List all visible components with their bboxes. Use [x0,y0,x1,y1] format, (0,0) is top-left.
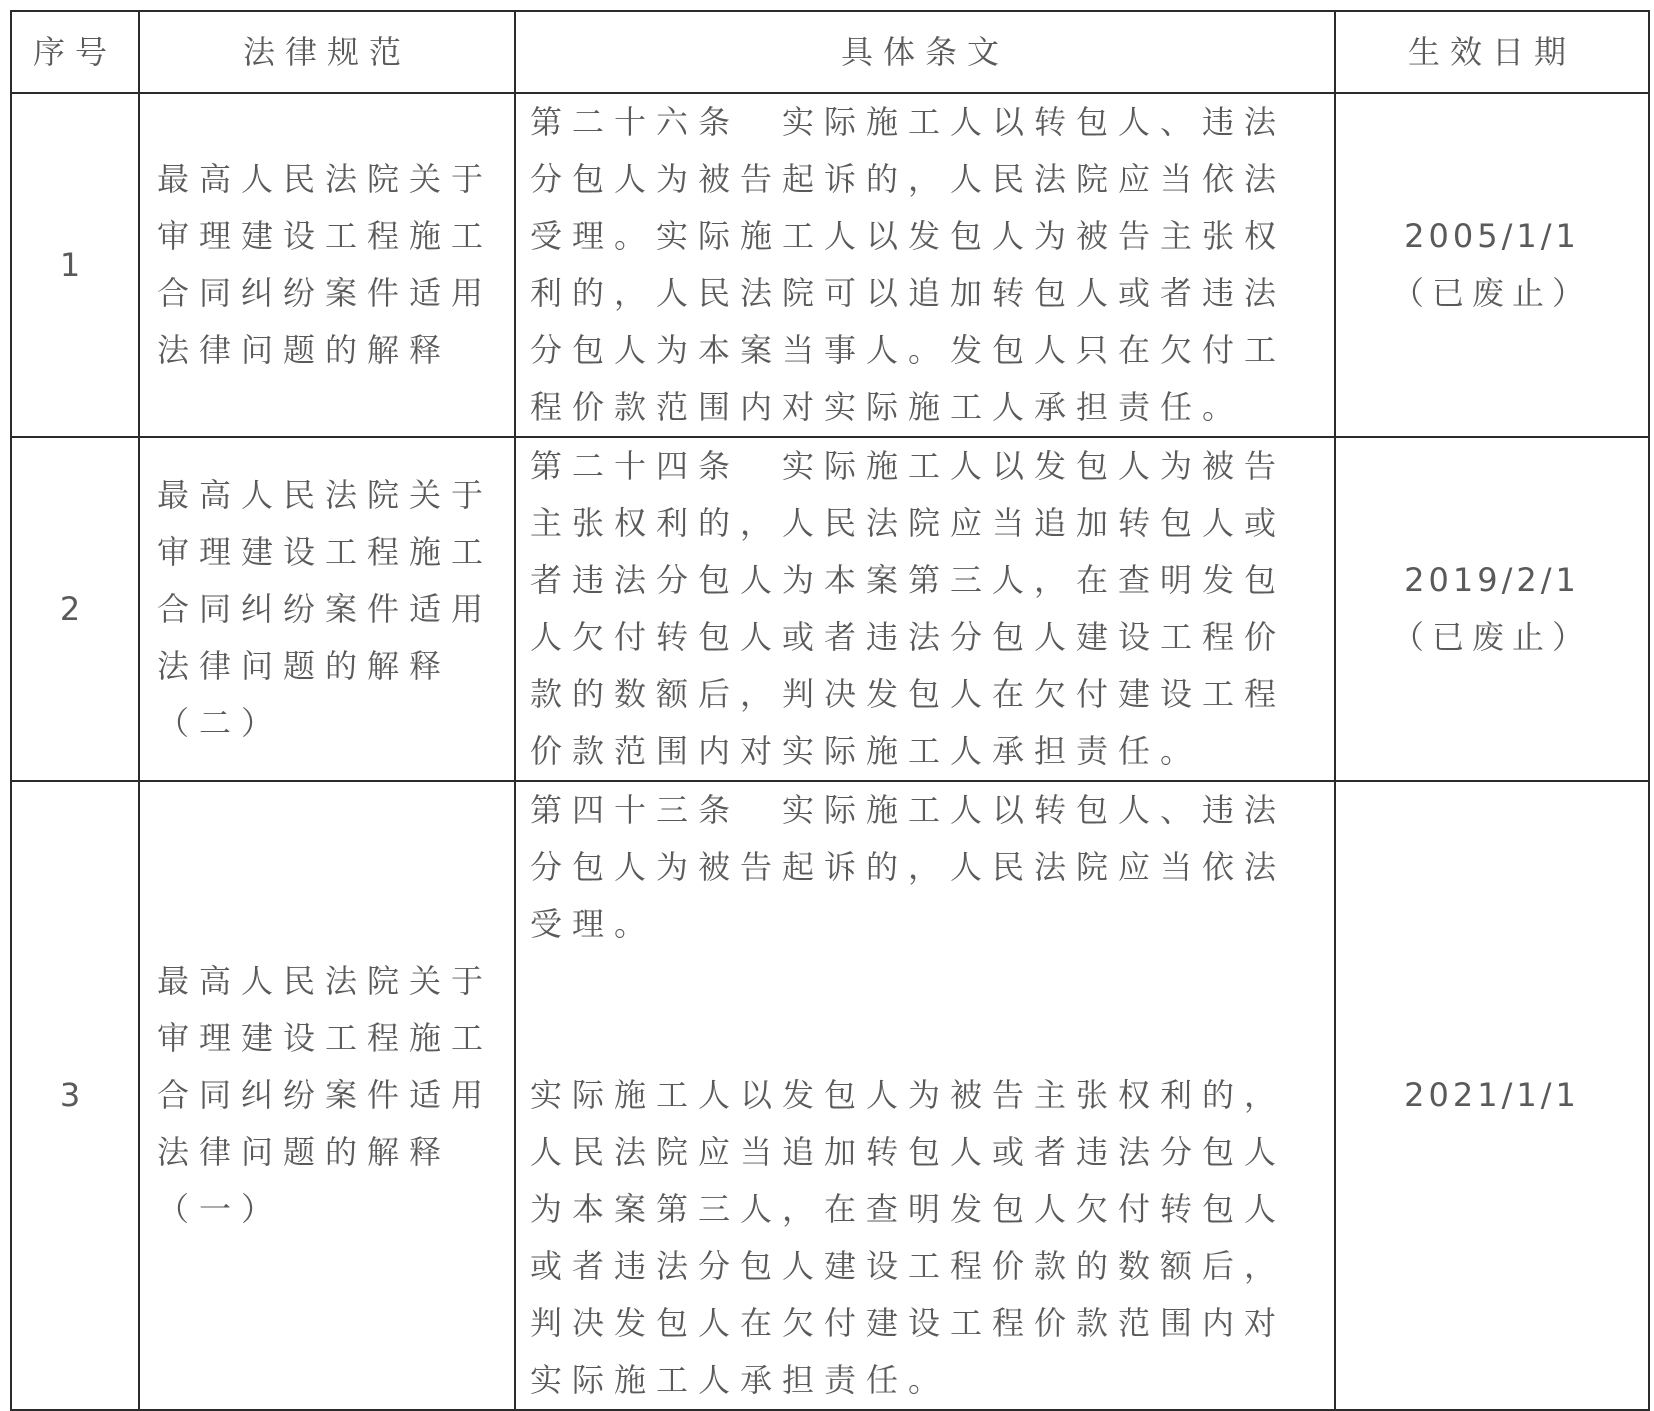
row-index: 2 [11,437,139,781]
article-paragraph: 第二十四条 实际施工人以发包人为被告主张权利的，人民法院应当追加转包人或者违法分包人为本案第三人，在查明发包人欠付转包人或者违法分包人建设工程价款的数额后，判决发包人在欠付建设工程价款范围内对实际施工人承担责任。 [530,447,1287,770]
article-paragraph: 第二十六条 实际施工人以转包人、违法分包人为被告起诉的，人民法院应当依法受理。实际施工人以发包人为被告主张权利的，人民法院可以追加转包人或者违法分包人为本案当事人。发包人只在欠付工程价款范围内对实际施工人承担责任。 [530,103,1287,426]
effective-date: 2019/2/1 [1404,561,1580,599]
effective-date: 2005/1/1 [1404,217,1580,255]
table-row [11,93,1649,437]
article-text [515,437,1335,781]
table-row [11,781,1649,1410]
header-index: 序号 [11,11,139,93]
table-row [11,437,1649,781]
law-comparison-table [10,10,1650,1411]
header-article: 具体条文 [515,11,1335,93]
article-text [515,781,1335,1410]
row-index: 1 [11,93,139,437]
law-norm-name: 最高人民法院关于审理建设工程施工合同纠纷案件适用法律问题的解释（二） [139,437,515,781]
law-norm-name: 最高人民法院关于审理建设工程施工合同纠纷案件适用法律问题的解释（一） [139,781,515,1410]
law-norm-name: 最高人民法院关于审理建设工程施工合同纠纷案件适用法律问题的解释 [139,93,515,437]
repeal-status: （已废止） [1391,274,1592,312]
header-effective-date: 生效日期 [1335,11,1649,93]
paragraph-gap [530,953,1320,1067]
effective-date-cell [1335,93,1649,437]
repeal-status: （已废止） [1391,618,1592,656]
article-paragraph: 第四十三条 实际施工人以转包人、违法分包人为被告起诉的，人民法院应当依法受理。 [530,791,1287,943]
row-index: 3 [11,781,139,1410]
article-text [515,93,1335,437]
effective-date-cell [1335,437,1649,781]
effective-date: 2021/1/1 [1404,1076,1580,1114]
effective-date-cell [1335,781,1649,1410]
header-row [11,11,1649,93]
header-norm: 法律规范 [139,11,515,93]
article-paragraph: 实际施工人以发包人为被告主张权利的，人民法院应当追加转包人或者违法分包人为本案第三人，在查明发包人欠付转包人或者违法分包人建设工程价款的数额后，判决发包人在欠付建设工程价款范围内对实际施工人承担责任。 [530,1076,1287,1399]
